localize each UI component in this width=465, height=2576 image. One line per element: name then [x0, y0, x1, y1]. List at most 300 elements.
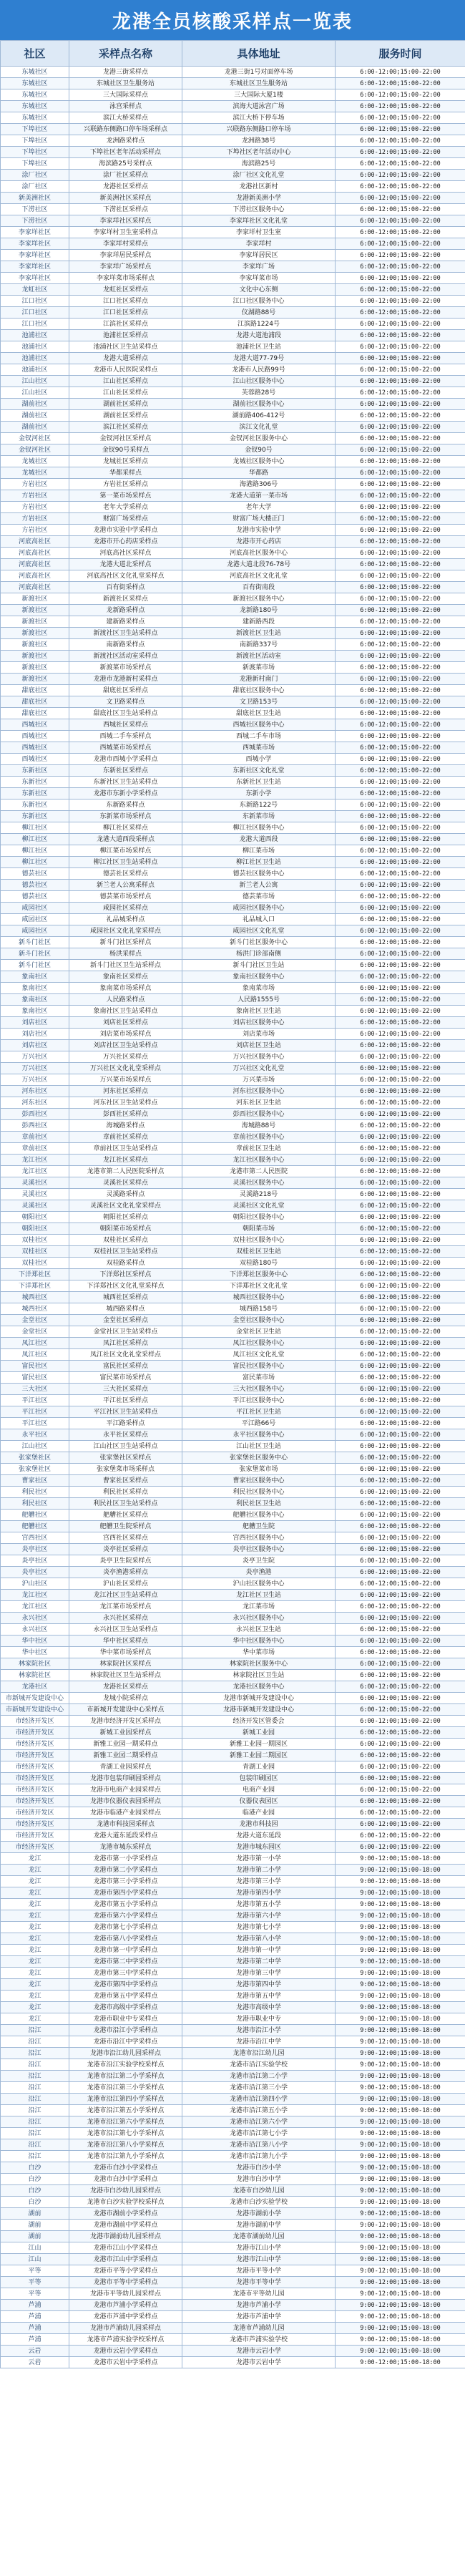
site-name-cell: 龙港市电商产业园采样点: [69, 1784, 182, 1796]
address-cell: 彭西社区服务中心: [182, 1109, 336, 1120]
table-row: [1, 181, 465, 193]
site-name-cell: 曹家社区采样点: [69, 1475, 182, 1487]
address-cell: 河东社区服务中心: [182, 1086, 336, 1097]
community-cell: 市经济开发区: [1, 1750, 69, 1761]
service-hours-cell: 6:00-12:00;15:00-22:00: [336, 1200, 465, 1212]
address-cell: 龙港市开心药店: [182, 536, 336, 548]
address-cell: 平江社区卫生站: [182, 1406, 336, 1418]
site-name-cell: 咸园社区文化礼堂采样点: [69, 925, 182, 937]
address-cell: 新雅工业园二期园区: [182, 1750, 336, 1761]
site-name-cell: 炎亭卫生院采样点: [69, 1555, 182, 1567]
site-name-cell: 新渡社区活动室采样点: [69, 651, 182, 662]
address-cell: 龙港市第八小学: [182, 1933, 336, 1945]
service-hours-cell: 6:00-12:00;15:00-22:00: [336, 674, 465, 685]
service-hours-cell: 6:00-12:00;15:00-22:00: [336, 376, 465, 387]
community-cell: 新渡社区: [1, 628, 69, 639]
address-cell: 东新菜市场: [182, 811, 336, 822]
address-cell: 新城工业园: [182, 1727, 336, 1739]
table-row: [1, 822, 465, 834]
table-row: [1, 891, 465, 903]
service-hours-cell: 6:00-12:00;15:00-22:00: [336, 1590, 465, 1601]
service-hours-cell: 6:00-12:00;15:00-22:00: [336, 742, 465, 754]
table-row: [1, 78, 465, 89]
table-row: [1, 1395, 465, 1406]
service-hours-cell: 6:00-12:00;15:00-22:00: [336, 193, 465, 204]
service-hours-cell: 6:00-12:00;15:00-22:00: [336, 994, 465, 1006]
service-hours-cell: 6:00-12:00;15:00-22:00: [336, 1017, 465, 1029]
table-row: [1, 67, 465, 78]
table-row: [1, 2036, 465, 2048]
site-name-cell: 江山社区采样点: [69, 376, 182, 387]
address-cell: 舥艚卫生院: [182, 1521, 336, 1532]
community-cell: 方岩社区: [1, 490, 69, 502]
site-name-cell: 龙港市平等幼儿园采样点: [69, 2288, 182, 2300]
community-cell: 下涝社区: [1, 215, 69, 227]
service-hours-cell: 6:00-12:00;15:00-22:00: [336, 330, 465, 341]
community-cell: 龙江: [1, 2002, 69, 2013]
community-cell: 方岩社区: [1, 525, 69, 536]
address-cell: 龙港市芦浦中学: [182, 2311, 336, 2323]
service-hours-cell: 9:00-12:00;15:00-18:00: [336, 2048, 465, 2059]
site-name-cell: 灵溪社区文化礼堂采样点: [69, 1200, 182, 1212]
address-cell: 灵溪社区文化礼堂: [182, 1200, 336, 1212]
service-hours-cell: 9:00-12:00;15:00-18:00: [336, 2105, 465, 2116]
address-cell: 江滨路1224号: [182, 319, 336, 330]
address-cell: 龙港市沿江实验学校: [182, 2059, 336, 2071]
community-cell: 李家垟社区: [1, 250, 69, 261]
address-cell: 杨洪门诊部南侧: [182, 948, 336, 960]
table-row: [1, 112, 465, 124]
table-row: [1, 1635, 465, 1647]
community-cell: 涂厂社区: [1, 170, 69, 181]
service-hours-cell: 9:00-12:00;15:00-18:00: [336, 1945, 465, 1956]
address-cell: 滨江大桥下停车场: [182, 112, 336, 124]
address-cell: 象南菜市场: [182, 983, 336, 994]
service-hours-cell: 6:00-12:00;15:00-22:00: [336, 1384, 465, 1395]
service-hours-cell: 6:00-12:00;15:00-22:00: [336, 1796, 465, 1807]
site-name-cell: 龙虹社区采样点: [69, 284, 182, 296]
service-hours-cell: 6:00-12:00;15:00-22:00: [336, 67, 465, 78]
address-cell: 李家垟村卫生室: [182, 227, 336, 238]
address-cell: 沪山社区服务中心: [182, 1578, 336, 1590]
address-cell: 利民社区服务中心: [182, 1487, 336, 1498]
community-cell: 市经济开发区: [1, 1830, 69, 1842]
site-name-cell: 龙港市科技园采样点: [69, 1819, 182, 1830]
service-hours-cell: 9:00-12:00;15:00-18:00: [336, 2071, 465, 2082]
community-cell: 池浦社区: [1, 341, 69, 353]
community-cell: 龙江: [1, 1865, 69, 1876]
community-cell: 新渡社区: [1, 674, 69, 685]
address-cell: 德芸菜市场: [182, 891, 336, 903]
site-name-cell: 章前社区采样点: [69, 1132, 182, 1143]
site-name-cell: 林家院社区卫生站采样点: [69, 1670, 182, 1681]
table-row: [1, 1235, 465, 1246]
address-cell: 李家垟村: [182, 238, 336, 250]
site-name-cell: 柳江菜市场采样点: [69, 845, 182, 857]
site-name-cell: 双桂路采样点: [69, 1258, 182, 1269]
service-hours-cell: 6:00-12:00;15:00-22:00: [336, 685, 465, 696]
service-hours-cell: 6:00-12:00;15:00-22:00: [336, 170, 465, 181]
community-cell: 沿江: [1, 2071, 69, 2082]
address-cell: 河东社区卫生站: [182, 1097, 336, 1109]
address-cell: 甜底社区卫生站: [182, 708, 336, 719]
address-cell: 龙港社区新村: [182, 181, 336, 193]
site-name-cell: 青湖工业园采样点: [69, 1761, 182, 1773]
address-cell: 永兴社区服务中心: [182, 1613, 336, 1624]
service-hours-cell: 9:00-12:00;15:00-18:00: [336, 2311, 465, 2323]
address-cell: 龙港市芦浦实验学校: [182, 2334, 336, 2346]
community-cell: 平江社区: [1, 1395, 69, 1406]
community-cell: 凤江社区: [1, 1338, 69, 1349]
table-row: [1, 1784, 465, 1796]
site-name-cell: 龙新路采样点: [69, 605, 182, 616]
table-row: [1, 1487, 465, 1498]
site-name-cell: 舥艚社区采样点: [69, 1510, 182, 1521]
service-hours-cell: 6:00-12:00;15:00-22:00: [336, 891, 465, 903]
address-cell: 东新社区文化礼堂: [182, 765, 336, 777]
table-row: [1, 1189, 465, 1200]
community-cell: 沿江: [1, 2094, 69, 2105]
community-cell: 龙江: [1, 1945, 69, 1956]
community-cell: 刘店社区: [1, 1017, 69, 1029]
service-hours-cell: 9:00-12:00;15:00-18:00: [336, 1956, 465, 1968]
address-cell: 新渡菜市场: [182, 662, 336, 674]
site-name-cell: 三大国际采样点: [69, 89, 182, 101]
table-row: [1, 799, 465, 811]
table-row: [1, 1727, 465, 1739]
table-row: [1, 1246, 465, 1258]
site-name-cell: 龙港市第一小学采样点: [69, 1853, 182, 1865]
site-name-cell: 龙港市湖前中学采样点: [69, 2220, 182, 2231]
site-name-cell: 龙港市城东采样点: [69, 1842, 182, 1853]
community-cell: 万兴社区: [1, 1063, 69, 1074]
table-row: [1, 2174, 465, 2185]
table-row: [1, 857, 465, 868]
community-cell: 市新城开发建设中心: [1, 1693, 69, 1704]
address-cell: 涂厂社区文化礼堂: [182, 170, 336, 181]
table-row: [1, 467, 465, 479]
table-row: [1, 1968, 465, 1979]
community-cell: 彭西社区: [1, 1120, 69, 1132]
site-name-cell: 南新路采样点: [69, 639, 182, 651]
address-cell: 刘店社区服务中心: [182, 1017, 336, 1029]
table-row: [1, 2346, 465, 2357]
site-name-cell: 德芸菜市场采样点: [69, 891, 182, 903]
address-cell: 龙港市沿江第五小学: [182, 2105, 336, 2116]
service-hours-cell: 6:00-12:00;15:00-22:00: [336, 1143, 465, 1155]
table-row: [1, 2094, 465, 2105]
table-row: [1, 1796, 465, 1807]
site-name-cell: 金钗90号采样点: [69, 444, 182, 456]
community-cell: 李家垟社区: [1, 227, 69, 238]
address-cell: 西城社区服务中心: [182, 719, 336, 731]
address-cell: 龙港新美洲小学: [182, 193, 336, 204]
community-cell: 湖前社区: [1, 399, 69, 410]
service-hours-cell: 6:00-12:00;15:00-22:00: [336, 307, 465, 319]
site-name-cell: 海滨路25号采样点: [69, 158, 182, 170]
site-name-cell: 龙港大道采样点: [69, 353, 182, 364]
address-cell: 林家院社区服务中心: [182, 1658, 336, 1670]
address-cell: 象南社区卫生站: [182, 1006, 336, 1017]
address-cell: 滨海大道泳宫广场: [182, 101, 336, 112]
site-name-cell: 江口社区采样点: [69, 296, 182, 307]
community-cell: 利民社区: [1, 1498, 69, 1510]
site-name-cell: 万兴社区文化礼堂采样点: [69, 1063, 182, 1074]
site-name-cell: 龙港市沿江实验学校采样点: [69, 2059, 182, 2071]
table-row: [1, 387, 465, 399]
community-cell: 方岩社区: [1, 513, 69, 525]
community-cell: 西城社区: [1, 742, 69, 754]
table-row: [1, 2105, 465, 2116]
table-row: [1, 319, 465, 330]
address-cell: 下涝社区服务中心: [182, 204, 336, 215]
site-name-cell: 舥艚卫生院采样点: [69, 1521, 182, 1532]
site-name-cell: 新美洲社区采样点: [69, 193, 182, 204]
community-cell: 白沙: [1, 2162, 69, 2174]
community-cell: 新渡社区: [1, 651, 69, 662]
site-name-cell: 李家垟村卫生室采样点: [69, 227, 182, 238]
service-hours-cell: 9:00-12:00;15:00-18:00: [336, 1876, 465, 1887]
site-name-cell: 河东社区采样点: [69, 1086, 182, 1097]
address-cell: 龙港大道池浦段: [182, 330, 336, 341]
community-cell: 金钗河社区: [1, 444, 69, 456]
service-hours-cell: 6:00-12:00;15:00-22:00: [336, 1269, 465, 1280]
community-cell: 沿江: [1, 2048, 69, 2059]
title-banner: [0, 0, 465, 40]
table-row: [1, 101, 465, 112]
service-hours-cell: 6:00-12:00;15:00-22:00: [336, 227, 465, 238]
site-name-cell: 富民菜市场采样点: [69, 1372, 182, 1384]
service-hours-cell: 6:00-12:00;15:00-22:00: [336, 1040, 465, 1051]
table-row: [1, 433, 465, 444]
site-name-cell: 东新菜市场采样点: [69, 811, 182, 822]
site-name-cell: 兴联路东侧路口停车场采样点: [69, 124, 182, 135]
table-row: [1, 925, 465, 937]
service-hours-cell: 9:00-12:00;15:00-18:00: [336, 2094, 465, 2105]
site-name-cell: 龙港市第七小学采样点: [69, 1922, 182, 1933]
table-row: [1, 536, 465, 548]
service-hours-cell: 6:00-12:00;15:00-22:00: [336, 112, 465, 124]
column-header-site-name: 采样点名称: [69, 41, 182, 67]
service-hours-cell: 6:00-12:00;15:00-22:00: [336, 1246, 465, 1258]
table-row: [1, 1590, 465, 1601]
table-row: [1, 1910, 465, 1922]
address-cell: 南新路337号: [182, 639, 336, 651]
site-name-cell: 龙港市芦浦中学采样点: [69, 2311, 182, 2323]
community-cell: 朝阳社区: [1, 1212, 69, 1223]
table-row: [1, 1074, 465, 1086]
site-name-cell: 华中菜市场采样点: [69, 1647, 182, 1658]
table-row: [1, 1166, 465, 1177]
service-hours-cell: 6:00-12:00;15:00-22:00: [336, 284, 465, 296]
site-name-cell: 池浦社区采样点: [69, 330, 182, 341]
community-cell: 市新城开发建设中心: [1, 1704, 69, 1716]
service-hours-cell: 6:00-12:00;15:00-22:00: [336, 238, 465, 250]
community-cell: 市经济开发区: [1, 1727, 69, 1739]
community-cell: 龙江: [1, 1910, 69, 1922]
table-row: [1, 2013, 465, 2025]
address-cell: 建新路西段: [182, 616, 336, 628]
site-name-cell: 朝阳菜市场采样点: [69, 1223, 182, 1235]
address-cell: 龙港市第五中学: [182, 1991, 336, 2002]
site-name-cell: 东城社区卫生服务站: [69, 78, 182, 89]
community-cell: 新斗门社区: [1, 937, 69, 948]
address-cell: 经济开发区管委会: [182, 1716, 336, 1727]
community-cell: 芦浦: [1, 2311, 69, 2323]
table-row: [1, 1658, 465, 1670]
table-row: [1, 1258, 465, 1269]
address-cell: 龙港市沿江第三小学: [182, 2082, 336, 2094]
service-hours-cell: 6:00-12:00;15:00-22:00: [336, 1441, 465, 1452]
address-cell: 凤江社区文化礼堂: [182, 1349, 336, 1361]
address-cell: 咸园社区文化礼堂: [182, 925, 336, 937]
site-name-cell: 龙港市沿江第三小学采样点: [69, 2082, 182, 2094]
address-cell: 华中社区服务中心: [182, 1635, 336, 1647]
address-cell: 永平社区服务中心: [182, 1429, 336, 1441]
address-cell: 炎亭卫生院: [182, 1555, 336, 1567]
table-row: [1, 1143, 465, 1155]
service-hours-cell: 9:00-12:00;15:00-18:00: [336, 1865, 465, 1876]
community-cell: 甜底社区: [1, 696, 69, 708]
table-row: [1, 1223, 465, 1235]
table-row: [1, 1086, 465, 1097]
table-row: [1, 788, 465, 799]
table-row: [1, 559, 465, 570]
address-cell: 龙港市白沙实验学校: [182, 2197, 336, 2208]
site-name-cell: 东新社区卫生站采样点: [69, 777, 182, 788]
service-hours-cell: 6:00-12:00;15:00-22:00: [336, 1280, 465, 1292]
address-cell: 炎亭社区服务中心: [182, 1544, 336, 1555]
address-cell: 龙港市白沙幼儿园: [182, 2185, 336, 2197]
community-cell: 池浦社区: [1, 330, 69, 341]
address-cell: 西城二手车市场: [182, 731, 336, 742]
community-cell: 下埠社区: [1, 147, 69, 158]
site-name-cell: 利民社区采样点: [69, 1487, 182, 1498]
service-hours-cell: 6:00-12:00;15:00-22:00: [336, 1177, 465, 1189]
community-cell: 市经济开发区: [1, 1842, 69, 1853]
site-name-cell: 西城社区采样点: [69, 719, 182, 731]
community-cell: 龙江社区: [1, 1601, 69, 1613]
table-row: [1, 1338, 465, 1349]
address-cell: 龙港市第四中学: [182, 1979, 336, 1991]
community-cell: 西城社区: [1, 719, 69, 731]
table-row: [1, 399, 465, 410]
service-hours-cell: 9:00-12:00;15:00-18:00: [336, 2265, 465, 2277]
address-cell: 龙港大道东延段: [182, 1830, 336, 1842]
site-name-cell: 龙港市沿江第五小学采样点: [69, 2105, 182, 2116]
address-cell: 富民菜市场: [182, 1372, 336, 1384]
address-cell: 刘店菜市场: [182, 1029, 336, 1040]
community-cell: 白沙: [1, 2197, 69, 2208]
community-cell: 方岩社区: [1, 479, 69, 490]
community-cell: 河底高社区: [1, 570, 69, 582]
service-hours-cell: 6:00-12:00;15:00-22:00: [336, 628, 465, 639]
table-row: [1, 1155, 465, 1166]
service-hours-cell: 6:00-12:00;15:00-22:00: [336, 1029, 465, 1040]
table-row: [1, 1853, 465, 1865]
site-name-cell: 龙港社区采样点: [69, 1681, 182, 1693]
table-row: [1, 1670, 465, 1681]
table-row: [1, 1544, 465, 1555]
service-hours-cell: 6:00-12:00;15:00-22:00: [336, 158, 465, 170]
address-cell: 龙港市湖前中学: [182, 2220, 336, 2231]
service-hours-cell: 6:00-12:00;15:00-22:00: [336, 204, 465, 215]
community-cell: 象南社区: [1, 994, 69, 1006]
service-hours-cell: 6:00-12:00;15:00-22:00: [336, 1647, 465, 1658]
address-cell: 灵溪路218号: [182, 1189, 336, 1200]
table-row: [1, 124, 465, 135]
table-row: [1, 1613, 465, 1624]
address-cell: 龙港市沿江第八小学: [182, 2139, 336, 2151]
site-name-cell: 柳江社区采样点: [69, 822, 182, 834]
service-hours-cell: 6:00-12:00;15:00-22:00: [336, 1842, 465, 1853]
community-cell: 河底高社区: [1, 536, 69, 548]
site-name-cell: 张家堡菜市场采样点: [69, 1464, 182, 1475]
site-name-cell: 龙港市云岩中学采样点: [69, 2357, 182, 2368]
service-hours-cell: 6:00-12:00;15:00-22:00: [336, 1109, 465, 1120]
community-cell: 河底高社区: [1, 582, 69, 593]
service-hours-cell: 9:00-12:00;15:00-18:00: [336, 2277, 465, 2288]
table-row: [1, 548, 465, 559]
service-hours-cell: 6:00-12:00;15:00-22:00: [336, 1544, 465, 1555]
site-name-cell: 龙港市东新小学采样点: [69, 788, 182, 799]
address-cell: 西城菜市场: [182, 742, 336, 754]
address-cell: 李家垟居民区: [182, 250, 336, 261]
table-row: [1, 284, 465, 296]
community-cell: 华中社区: [1, 1647, 69, 1658]
address-cell: 三大国际大厦1楼: [182, 89, 336, 101]
community-cell: 江山社区: [1, 387, 69, 399]
site-name-cell: 万兴菜市场采样点: [69, 1074, 182, 1086]
community-cell: 李家垟社区: [1, 261, 69, 273]
service-hours-cell: 9:00-12:00;15:00-18:00: [336, 1933, 465, 1945]
address-cell: 电商产业园: [182, 1784, 336, 1796]
address-cell: 章前社区服务中心: [182, 1132, 336, 1143]
address-cell: 龙港市第二小学: [182, 1865, 336, 1876]
service-hours-cell: 9:00-12:00;15:00-18:00: [336, 1922, 465, 1933]
service-hours-cell: 6:00-12:00;15:00-22:00: [336, 181, 465, 193]
site-name-cell: 龙港市芦浦幼儿园采样点: [69, 2323, 182, 2334]
site-name-cell: 金钗河社区采样点: [69, 433, 182, 444]
service-hours-cell: 6:00-12:00;15:00-22:00: [336, 1681, 465, 1693]
site-name-cell: 龙城社区采样点: [69, 456, 182, 467]
community-cell: 东新社区: [1, 788, 69, 799]
address-cell: 新兰老人公寓: [182, 880, 336, 891]
community-cell: 沿江: [1, 2139, 69, 2151]
service-hours-cell: 9:00-12:00;15:00-18:00: [336, 2059, 465, 2071]
community-cell: 舥艚社区: [1, 1510, 69, 1521]
site-name-cell: 龙港三街采样点: [69, 67, 182, 78]
table-row: [1, 1532, 465, 1544]
site-name-cell: 双桂社区采样点: [69, 1235, 182, 1246]
site-name-cell: 第一菜市场采样点: [69, 490, 182, 502]
service-hours-cell: 6:00-12:00;15:00-22:00: [336, 1475, 465, 1487]
service-hours-cell: 9:00-12:00;15:00-18:00: [336, 1910, 465, 1922]
site-name-cell: 龙港市第一中学采样点: [69, 1945, 182, 1956]
community-cell: 沿江: [1, 2059, 69, 2071]
table-row: [1, 261, 465, 273]
community-cell: 甜底社区: [1, 708, 69, 719]
site-name-cell: 龙港市职业中专采样点: [69, 2013, 182, 2025]
table-row: [1, 1601, 465, 1613]
address-cell: 龙港市沿江中学: [182, 2036, 336, 2048]
table-row: [1, 1498, 465, 1510]
site-name-cell: 龙港市实验中学采样点: [69, 525, 182, 536]
table-row: [1, 605, 465, 616]
address-cell: 龙港大道西段: [182, 834, 336, 845]
address-cell: 龙港市平等小学: [182, 2265, 336, 2277]
address-cell: 万兴社区服务中心: [182, 1051, 336, 1063]
